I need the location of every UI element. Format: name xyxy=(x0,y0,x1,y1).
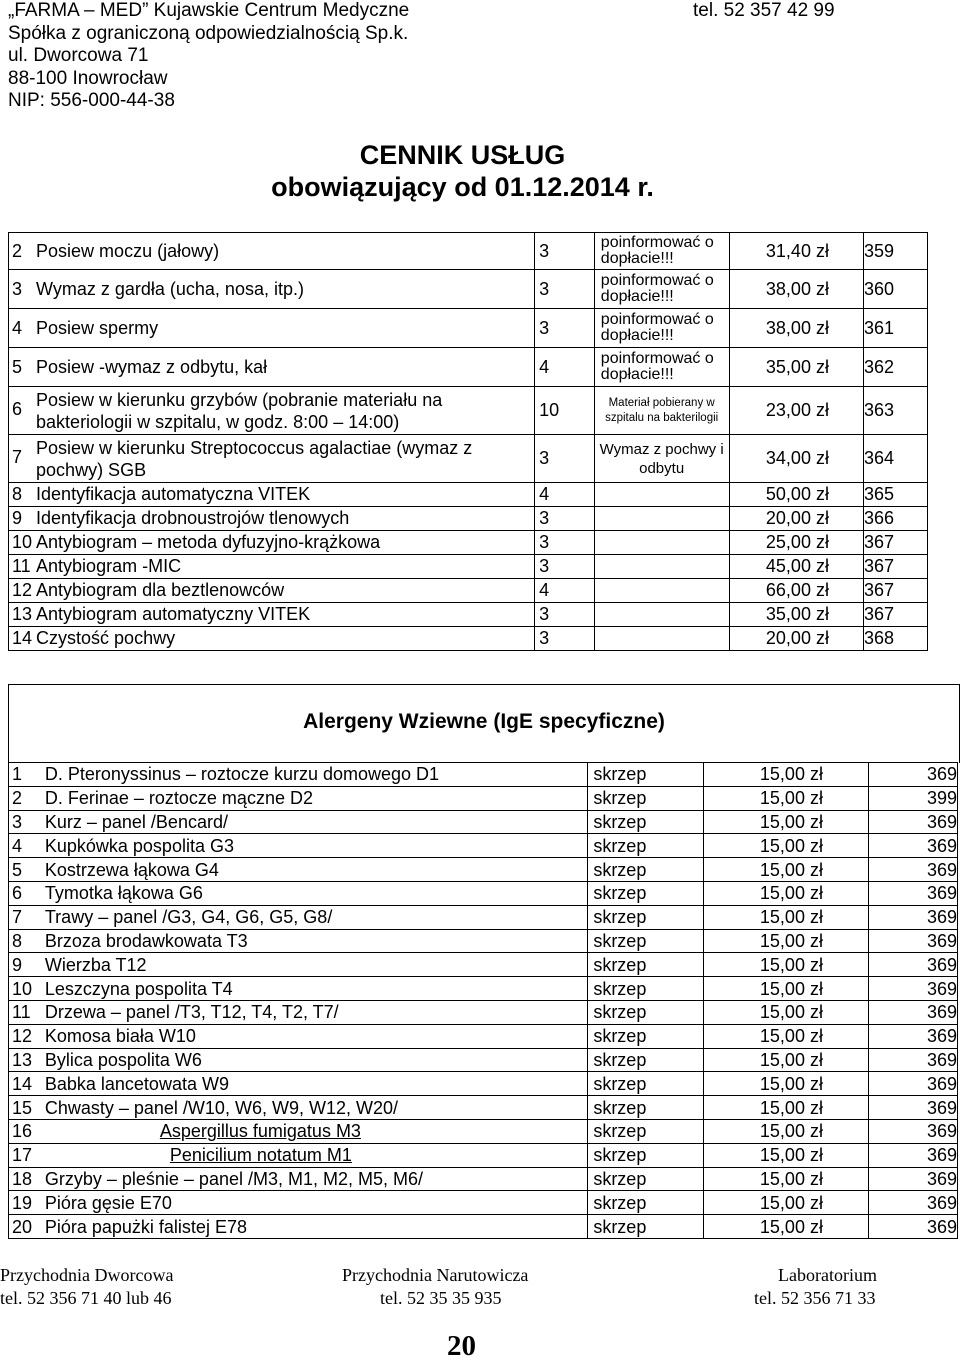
allergens-section-title: Alergeny Wziewne (IgE specyficzne) xyxy=(303,710,665,733)
allergen-row xyxy=(9,1072,958,1096)
allergen-number: 16 xyxy=(9,1119,45,1143)
allergen-price: 15,00 zł xyxy=(703,1024,868,1048)
service-note xyxy=(594,555,729,579)
service-row xyxy=(9,387,928,435)
allergen-price: 15,00 zł xyxy=(703,834,868,858)
footer-lab-phone: tel. 52 356 71 33 xyxy=(754,1288,876,1308)
service-qty: 3 xyxy=(535,555,595,579)
service-name: Antybiogram automatyczny VITEK xyxy=(32,603,535,627)
allergen-price: 15,00 zł xyxy=(703,1143,868,1167)
service-note xyxy=(594,627,729,651)
service-code: 365 xyxy=(863,483,927,507)
service-price: 45,00 zł xyxy=(729,555,863,579)
allergen-price: 15,00 zł xyxy=(703,953,868,977)
allergen-price: 15,00 zł xyxy=(703,786,868,810)
allergen-price: 15,00 zł xyxy=(703,1048,868,1072)
footer-clinic-dworcowa xyxy=(0,1264,173,1310)
allergen-code: 369 xyxy=(868,1072,957,1096)
allergen-code: 369 xyxy=(868,1048,957,1072)
allergen-price: 15,00 zł xyxy=(703,763,868,787)
service-name: Posiew moczu (jałowy) xyxy=(32,233,535,270)
service-name: Wymaz z gardła (ucha, nosa, itp.) xyxy=(32,270,535,309)
allergen-price: 15,00 zł xyxy=(703,1119,868,1143)
service-qty: 4 xyxy=(535,483,595,507)
allergen-code: 369 xyxy=(868,834,957,858)
allergen-price: 15,00 zł xyxy=(703,858,868,882)
service-name: Posiew -wymaz z odbytu, kał xyxy=(32,348,535,387)
footer-clinic-name: Przychodnia Narutowicza xyxy=(342,1265,529,1285)
company-city: 88-100 Inowrocław xyxy=(8,67,168,89)
service-row xyxy=(9,531,928,555)
services-table xyxy=(8,232,928,651)
service-code: 362 xyxy=(863,348,927,387)
allergen-name: Chwasty – panel /W10, W6, W9, W12, W20/ xyxy=(45,1096,588,1120)
allergen-number: 18 xyxy=(9,1167,45,1191)
allergen-price: 15,00 zł xyxy=(703,905,868,929)
allergen-code: 369 xyxy=(868,1096,957,1120)
allergens-section-header xyxy=(8,684,960,763)
service-note: Materiał pobierany w szpitalu na bakterilogii xyxy=(594,387,729,435)
allergen-method: skrzep xyxy=(588,834,703,858)
service-number: 14 xyxy=(9,627,33,651)
allergen-method: skrzep xyxy=(588,953,703,977)
company-header xyxy=(8,0,409,113)
allergen-code: 369 xyxy=(868,1143,957,1167)
allergen-row xyxy=(9,1119,958,1143)
company-street: ul. Dworcowa 71 xyxy=(8,45,149,66)
service-qty: 3 xyxy=(535,233,595,270)
allergen-row xyxy=(9,1191,958,1215)
allergen-name: Grzyby – pleśnie – panel /M3, M1, M2, M5, M6/ xyxy=(45,1167,588,1191)
allergen-code: 369 xyxy=(868,1000,957,1024)
service-code: 367 xyxy=(863,531,927,555)
allergen-name xyxy=(45,1143,588,1167)
service-number: 8 xyxy=(9,483,33,507)
allergen-method: skrzep xyxy=(588,905,703,929)
allergen-method: skrzep xyxy=(588,1000,703,1024)
service-row xyxy=(9,348,928,387)
service-number: 11 xyxy=(9,555,33,579)
service-row xyxy=(9,435,928,483)
allergen-row xyxy=(9,1048,958,1072)
allergen-price: 15,00 zł xyxy=(703,1000,868,1024)
service-number: 6 xyxy=(9,387,33,435)
service-row xyxy=(9,270,928,309)
allergen-row xyxy=(9,977,958,1001)
service-name: Posiew w kierunku grzybów (pobranie materiału na bakteriologii w szpitalu, w godz. 8:00 – 14:00) xyxy=(32,387,535,435)
service-note: poinformować o dopłacie!!! xyxy=(594,270,729,309)
allergen-method: skrzep xyxy=(588,1215,703,1239)
allergen-row xyxy=(9,1096,958,1120)
allergen-method: skrzep xyxy=(588,929,703,953)
service-code: 359 xyxy=(863,233,927,270)
service-number: 13 xyxy=(9,603,33,627)
service-qty: 3 xyxy=(535,531,595,555)
allergen-name: D. Pteronyssinus – roztocze kurzu domowego D1 xyxy=(45,763,588,787)
allergen-number: 3 xyxy=(9,810,45,834)
allergen-code: 369 xyxy=(868,953,957,977)
company-phone: tel. 52 357 42 99 xyxy=(693,0,835,21)
service-code: 364 xyxy=(863,435,927,483)
service-qty: 4 xyxy=(535,579,595,603)
allergen-price: 15,00 zł xyxy=(703,1215,868,1239)
service-note xyxy=(594,483,729,507)
allergen-number: 1 xyxy=(9,763,45,787)
allergen-method: skrzep xyxy=(588,1096,703,1120)
allergen-row xyxy=(9,1024,958,1048)
allergen-price: 15,00 zł xyxy=(703,1191,868,1215)
page-subtitle: obowiązujący od 01.12.2014 r. xyxy=(271,172,654,202)
service-row xyxy=(9,579,928,603)
service-price: 20,00 zł xyxy=(729,627,863,651)
service-row xyxy=(9,483,928,507)
service-code: 363 xyxy=(863,387,927,435)
allergen-code: 369 xyxy=(868,810,957,834)
service-price: 50,00 zł xyxy=(729,483,863,507)
allergen-row xyxy=(9,1215,958,1239)
allergen-name: Komosa biała W10 xyxy=(45,1024,588,1048)
service-qty: 4 xyxy=(535,348,595,387)
allergen-number: 6 xyxy=(9,881,45,905)
allergen-code: 369 xyxy=(868,858,957,882)
footer-laboratory xyxy=(754,1264,877,1310)
service-name: Antybiogram -MIC xyxy=(32,555,535,579)
service-row xyxy=(9,233,928,270)
allergen-method: skrzep xyxy=(588,881,703,905)
service-number: 9 xyxy=(9,507,33,531)
page-number: 20 xyxy=(447,1330,476,1362)
service-row xyxy=(9,603,928,627)
allergen-number: 19 xyxy=(9,1191,45,1215)
allergen-method: skrzep xyxy=(588,810,703,834)
service-note: poinformować o dopłacie!!! xyxy=(594,348,729,387)
allergen-number: 11 xyxy=(9,1000,45,1024)
service-name: Identyfikacja drobnoustrojów tlenowych xyxy=(32,507,535,531)
service-number: 10 xyxy=(9,531,33,555)
service-number: 3 xyxy=(9,270,33,309)
allergen-name: Drzewa – panel /T3, T12, T4, T2, T7/ xyxy=(45,1000,588,1024)
allergen-price: 15,00 zł xyxy=(703,977,868,1001)
allergen-method: skrzep xyxy=(588,1167,703,1191)
service-note xyxy=(594,507,729,531)
service-qty: 10 xyxy=(535,387,595,435)
allergen-row xyxy=(9,953,958,977)
service-price: 38,00 zł xyxy=(729,309,863,348)
service-price: 35,00 zł xyxy=(729,603,863,627)
service-price: 35,00 zł xyxy=(729,348,863,387)
allergen-name: Wierzba T12 xyxy=(45,953,588,977)
allergen-name xyxy=(45,1119,588,1143)
allergen-code: 369 xyxy=(868,1024,957,1048)
allergen-number: 13 xyxy=(9,1048,45,1072)
footer-clinic-phone: tel. 52 356 71 40 lub 46 xyxy=(0,1288,172,1308)
allergen-row xyxy=(9,881,958,905)
service-note xyxy=(594,579,729,603)
allergen-row xyxy=(9,1143,958,1167)
service-number: 12 xyxy=(9,579,33,603)
allergen-name: Kurz – panel /Bencard/ xyxy=(45,810,588,834)
allergen-method: skrzep xyxy=(588,1191,703,1215)
service-note: poinformować o dopłacie!!! xyxy=(594,309,729,348)
service-name: Antybiogram dla beztlenowców xyxy=(32,579,535,603)
allergen-price: 15,00 zł xyxy=(703,929,868,953)
service-code: 361 xyxy=(863,309,927,348)
allergen-row xyxy=(9,1000,958,1024)
allergen-number: 17 xyxy=(9,1143,45,1167)
allergen-price: 15,00 zł xyxy=(703,1167,868,1191)
allergen-name: Babka lancetowata W9 xyxy=(45,1072,588,1096)
service-code: 360 xyxy=(863,270,927,309)
allergen-code: 369 xyxy=(868,977,957,1001)
allergen-price: 15,00 zł xyxy=(703,881,868,905)
allergen-price: 15,00 zł xyxy=(703,1096,868,1120)
footer-clinic-phone: tel. 52 35 35 935 xyxy=(380,1288,502,1308)
allergen-row xyxy=(9,1167,958,1191)
service-price: 38,00 zł xyxy=(729,270,863,309)
allergen-code: 369 xyxy=(868,905,957,929)
allergen-name: Bylica pospolita W6 xyxy=(45,1048,588,1072)
allergen-name: Kupkówka pospolita G3 xyxy=(45,834,588,858)
allergen-name: Leszczyna pospolita T4 xyxy=(45,977,588,1001)
service-qty: 3 xyxy=(535,309,595,348)
footer-clinic-narutowicza xyxy=(342,1264,528,1310)
service-name: Posiew spermy xyxy=(32,309,535,348)
allergen-number: 12 xyxy=(9,1024,45,1048)
allergen-row xyxy=(9,810,958,834)
service-row xyxy=(9,555,928,579)
allergen-row xyxy=(9,834,958,858)
allergen-code: 369 xyxy=(868,1119,957,1143)
allergen-code: 369 xyxy=(868,1191,957,1215)
service-number: 7 xyxy=(9,435,33,483)
service-qty: 3 xyxy=(535,603,595,627)
company-nip: NIP: 556-000-44-38 xyxy=(8,90,175,111)
service-code: 366 xyxy=(863,507,927,531)
allergen-row xyxy=(9,929,958,953)
allergen-method: skrzep xyxy=(588,786,703,810)
page-title: CENNIK USŁUG xyxy=(359,140,566,170)
allergen-row xyxy=(9,905,958,929)
allergen-number: 2 xyxy=(9,786,45,810)
allergen-method: skrzep xyxy=(588,1072,703,1096)
service-name: Identyfikacja automatyczna VITEK xyxy=(32,483,535,507)
service-price: 25,00 zł xyxy=(729,531,863,555)
service-row xyxy=(9,309,928,348)
allergen-method: skrzep xyxy=(588,1143,703,1167)
service-row xyxy=(9,507,928,531)
allergen-method: skrzep xyxy=(588,977,703,1001)
allergen-method: skrzep xyxy=(588,763,703,787)
service-qty: 3 xyxy=(535,435,595,483)
allergen-number: 20 xyxy=(9,1215,45,1239)
allergen-price: 15,00 zł xyxy=(703,1072,868,1096)
service-note xyxy=(594,531,729,555)
service-qty: 3 xyxy=(535,507,595,531)
footer-clinic-name: Przychodnia Dworcowa xyxy=(0,1265,174,1285)
service-number: 4 xyxy=(9,309,33,348)
allergen-code: 369 xyxy=(868,1167,957,1191)
allergen-row xyxy=(9,763,958,787)
allergen-code: 369 xyxy=(868,1215,957,1239)
service-price: 23,00 zł xyxy=(729,387,863,435)
allergen-name: Tymotka łąkowa G6 xyxy=(45,881,588,905)
allergen-number: 4 xyxy=(9,834,45,858)
service-code: 367 xyxy=(863,579,927,603)
service-name: Czystość pochwy xyxy=(32,627,535,651)
allergen-name: Trawy – panel /G3, G4, G6, G5, G8/ xyxy=(45,905,588,929)
service-code: 367 xyxy=(863,555,927,579)
service-number: 2 xyxy=(9,233,33,270)
allergen-name: Pióra papużki falistej E78 xyxy=(45,1215,588,1239)
allergen-number: 7 xyxy=(9,905,45,929)
allergen-code: 369 xyxy=(868,929,957,953)
allergen-method: skrzep xyxy=(588,1119,703,1143)
allergen-code: 369 xyxy=(868,763,957,787)
service-price: 31,40 zł xyxy=(729,233,863,270)
service-qty: 3 xyxy=(535,270,595,309)
allergen-name-text: Aspergillus fumigatus M3 xyxy=(159,1121,361,1142)
service-price: 20,00 zł xyxy=(729,507,863,531)
service-name: Antybiogram – metoda dyfuzyjno-krążkowa xyxy=(32,531,535,555)
allergen-number: 5 xyxy=(9,858,45,882)
service-number: 5 xyxy=(9,348,33,387)
allergen-price: 15,00 zł xyxy=(703,810,868,834)
allergen-row xyxy=(9,786,958,810)
allergen-number: 10 xyxy=(9,977,45,1001)
service-price: 66,00 zł xyxy=(729,579,863,603)
allergens-table xyxy=(8,762,958,1239)
footer-lab-name: Laboratorium xyxy=(778,1265,877,1285)
service-row xyxy=(9,627,928,651)
service-code: 367 xyxy=(863,603,927,627)
company-legal-form: Spółka z ograniczoną odpowiedzialnością Sp.k. xyxy=(8,22,409,44)
service-price: 34,00 zł xyxy=(729,435,863,483)
service-note xyxy=(594,603,729,627)
allergen-code: 399 xyxy=(868,786,957,810)
service-code: 368 xyxy=(863,627,927,651)
allergen-method: skrzep xyxy=(588,858,703,882)
allergen-code: 369 xyxy=(868,881,957,905)
allergen-number: 9 xyxy=(9,953,45,977)
service-note: Wymaz z pochwy i odbytu xyxy=(594,435,729,483)
allergen-number: 14 xyxy=(9,1072,45,1096)
allergen-name-text: Penicilium notatum M1 xyxy=(169,1145,352,1166)
allergen-method: skrzep xyxy=(588,1024,703,1048)
service-qty: 3 xyxy=(535,627,595,651)
allergen-method: skrzep xyxy=(588,1048,703,1072)
allergen-name: Kostrzewa łąkowa G4 xyxy=(45,858,588,882)
allergen-name: D. Ferinae – roztocze mączne D2 xyxy=(45,786,588,810)
allergen-number: 15 xyxy=(9,1096,45,1120)
allergen-name: Brzoza brodawkowata T3 xyxy=(45,929,588,953)
allergen-number: 8 xyxy=(9,929,45,953)
company-name: „FARMA – MED” Kujawskie Centrum Medyczne xyxy=(8,0,410,21)
service-name: Posiew w kierunku Streptococcus agalactiae (wymaz z pochwy) SGB xyxy=(32,435,535,483)
allergen-name: Pióra gęsie E70 xyxy=(45,1191,588,1215)
service-note: poinformować o dopłacie!!! xyxy=(594,233,729,270)
allergen-row xyxy=(9,858,958,882)
